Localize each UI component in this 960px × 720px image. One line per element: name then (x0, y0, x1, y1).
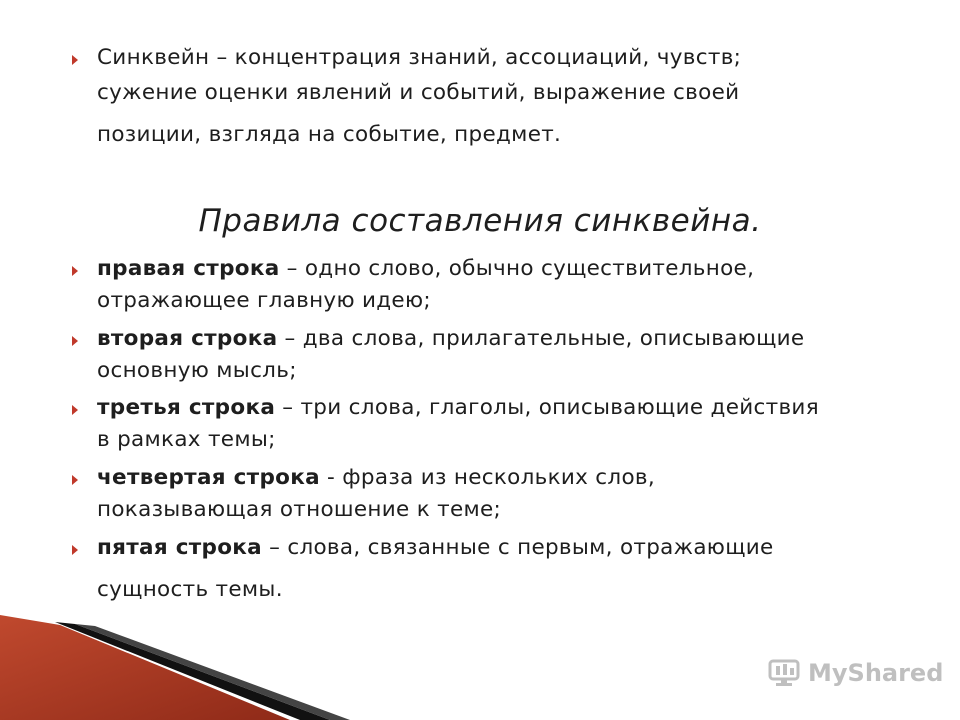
rule-2-text: – два слова, прилагательные, описывающие (277, 326, 805, 351)
rule-2-term: вторая строка (97, 326, 278, 351)
rule-3-text: – три слова, глаголы, описывающие действия (275, 395, 819, 420)
bullet-icon (72, 55, 78, 65)
bullet-icon (72, 266, 78, 276)
rule-5-text: – слова, связанные с первым, отражающие (262, 535, 774, 560)
intro-line-3: позиции, взгляда на событие, предмет. (97, 122, 562, 147)
rule-5-line-2: сущность темы. (97, 577, 283, 602)
bullet-icon (72, 475, 78, 485)
bullet-icon (72, 405, 78, 415)
myshared-logo-icon (768, 658, 802, 688)
watermark (768, 655, 943, 691)
rule-5-term: пятая строка (97, 535, 262, 560)
rule-1-line-1 (97, 256, 754, 281)
rule-1-line-2: отражающее главную идею; (97, 288, 431, 313)
rule-1-text: – одно слово, обычно существительное, (279, 256, 755, 281)
rule-5-line-1 (97, 535, 774, 560)
rule-1-term: правая строка (97, 256, 280, 281)
intro-line-1: Синквейн – концентрация знаний, ассоциаций, чувств; (97, 45, 742, 70)
rule-3-term: третья строка (97, 395, 276, 420)
rule-2-line-2: основную мысль; (97, 358, 297, 383)
rule-4-text: - фраза из нескольких слов, (319, 465, 656, 490)
intro-line-2: сужение оценки явлений и событий, выражение своей (97, 80, 740, 105)
rule-4-line-2: показывающая отношение к теме; (97, 497, 502, 522)
bullet-icon (72, 336, 78, 346)
red-wedge (0, 615, 290, 720)
rule-3-line-1 (97, 395, 819, 420)
watermark-text: MyShared (808, 659, 944, 687)
rule-3-line-2: в рамках темы; (97, 427, 276, 452)
rule-4-line-1 (97, 465, 655, 490)
rules-heading: Правила составления синквейна. (198, 203, 762, 239)
rule-4-term: четвертая строка (97, 465, 320, 490)
bullet-icon (72, 545, 78, 555)
rule-2-line-1 (97, 326, 804, 351)
